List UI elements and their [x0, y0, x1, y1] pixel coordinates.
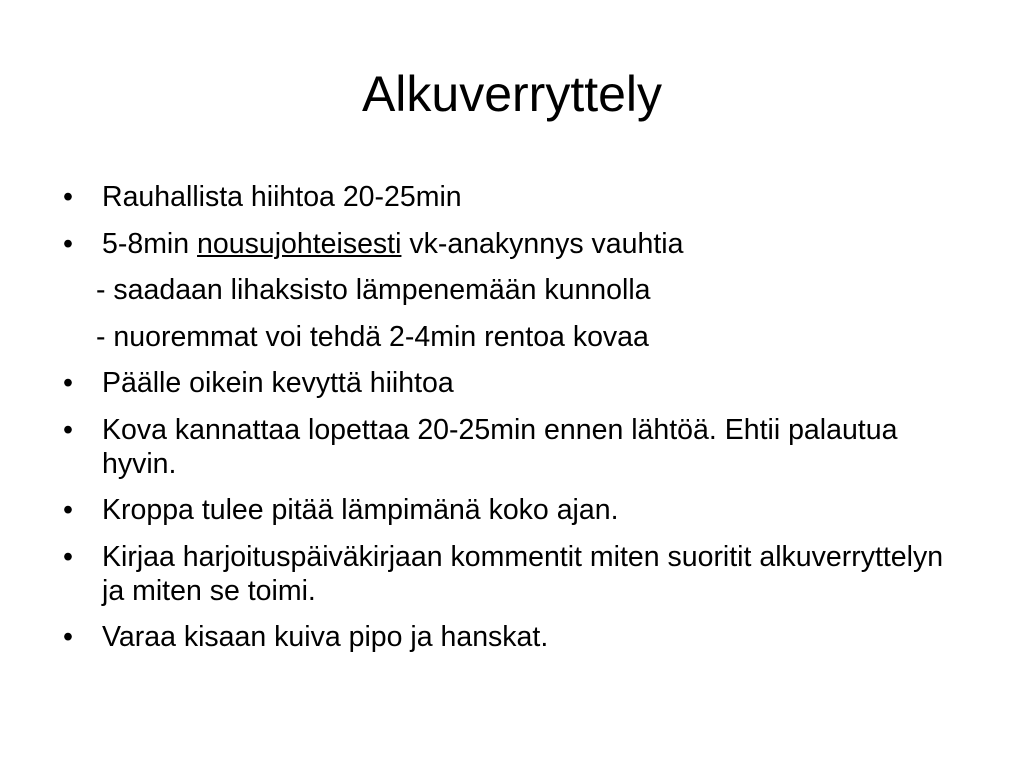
sub-item: - saadaan lihaksisto lämpenemään kunnolla — [96, 274, 651, 306]
bullet-item — [58, 413, 958, 481]
bullet-icon: • — [63, 621, 73, 653]
bullet-text: Päälle oikein kevyttä hiihtoa — [102, 367, 454, 399]
bullet-icon: • — [63, 540, 73, 573]
bullet-item — [58, 366, 958, 400]
bullet-item — [58, 540, 958, 608]
bullet-text: Kroppa tulee pitää lämpimänä koko ajan. — [102, 494, 619, 526]
bullet-icon: • — [63, 494, 73, 526]
bullet-list — [58, 180, 958, 667]
bullet-item — [58, 620, 958, 654]
bullet-icon: • — [63, 227, 73, 260]
bullet-icon: • — [63, 413, 73, 446]
bullet-item — [58, 180, 958, 214]
bullet-item — [58, 493, 958, 527]
bullet-icon: • — [63, 181, 73, 213]
bullet-text-suffix: vk-anakynnys vauhtia — [401, 227, 684, 260]
bullet-item — [58, 227, 958, 261]
bullet-icon: • — [63, 367, 73, 399]
underlined-term: nousujohteisesti — [197, 227, 402, 260]
bullet-text: Varaa kisaan kuiva pipo ja hanskat. — [102, 621, 549, 653]
sub-item: - nuoremmat voi tehdä 2-4min rentoa kovaa — [96, 320, 649, 353]
bullet-text: Kova kannattaa lopettaa 20-25min ennen lähtöä. Ehtii palautua hyvin. — [102, 413, 898, 480]
bullet-text: Rauhallista hiihtoa 20-25min — [102, 181, 462, 213]
bullet-text: Kirjaa harjoituspäiväkirjaan kommentit miten suoritit alkuverryttelyn ja miten se toimi. — [102, 540, 944, 607]
bullet-text-prefix: 5-8min — [102, 227, 198, 260]
slide-title: Alkuverryttely — [361, 66, 663, 122]
